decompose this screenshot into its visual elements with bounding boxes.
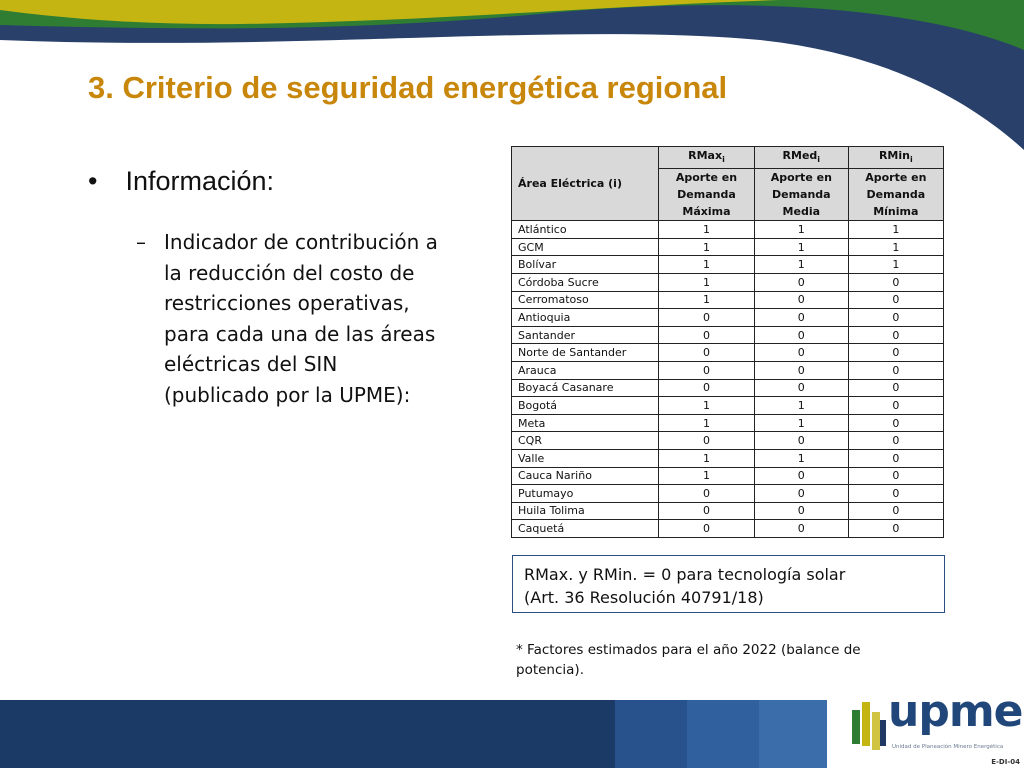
rmin-cell: 0 <box>848 432 943 450</box>
area-cell: Boyacá Casanare <box>512 379 659 397</box>
rmed-cell: 0 <box>754 309 848 327</box>
table-row <box>512 485 944 503</box>
rmin-description: Aporte en Demanda Mínima <box>848 169 943 221</box>
table-row <box>512 326 944 344</box>
rmin-cell: 0 <box>848 485 943 503</box>
rmin-label: RMin <box>878 149 910 162</box>
rmed-cell: 0 <box>754 379 848 397</box>
upme-logo <box>848 686 1023 764</box>
rmin-cell: 0 <box>848 273 943 291</box>
area-cell: Huila Tolima <box>512 502 659 520</box>
rmax-cell: 1 <box>659 449 755 467</box>
table-row <box>512 502 944 520</box>
area-cell: Norte de Santander <box>512 344 659 362</box>
upme-emblem-icon <box>850 696 888 752</box>
area-cell: Bogotá <box>512 397 659 415</box>
area-cell: CQR <box>512 432 659 450</box>
rmin-cell: 0 <box>848 397 943 415</box>
rmin-cell: 1 <box>848 238 943 256</box>
rmed-cell: 0 <box>754 432 848 450</box>
table-row <box>512 361 944 379</box>
sub-bullet-text: Indicador de contribución a la reducción del costo de restricciones operativas, para cada una de las áreas eléctricas del SIN (publicado por la UPME): <box>164 230 438 407</box>
rmed-cell: 1 <box>754 397 848 415</box>
rmax-cell: 0 <box>659 502 755 520</box>
note-line-2: (Art. 36 Resolución 40791/18) <box>524 588 764 607</box>
rmed-sub: i <box>817 155 821 165</box>
rmax-header <box>659 147 755 169</box>
rmax-cell: 1 <box>659 256 755 274</box>
rmed-cell: 0 <box>754 291 848 309</box>
rmax-sub: i <box>722 155 725 165</box>
table-row <box>512 432 944 450</box>
table-row <box>512 273 944 291</box>
rmed-cell: 0 <box>754 273 848 291</box>
rmax-cell: 0 <box>659 520 755 538</box>
rmax-cell: 1 <box>659 467 755 485</box>
table-row <box>512 520 944 538</box>
table-row <box>512 414 944 432</box>
rmax-cell: 0 <box>659 344 755 362</box>
area-cell: Antioquia <box>512 309 659 327</box>
area-cell: Cauca Nariño <box>512 467 659 485</box>
table-row <box>512 291 944 309</box>
upme-tagline: Unidad de Planeación Minero Energética <box>892 744 1004 750</box>
bullet-informacion <box>88 166 274 197</box>
rmax-cell: 1 <box>659 414 755 432</box>
rmax-cell: 0 <box>659 326 755 344</box>
area-cell: GCM <box>512 238 659 256</box>
area-cell: Cerromatoso <box>512 291 659 309</box>
rmed-cell: 0 <box>754 344 848 362</box>
rmax-cell: 1 <box>659 273 755 291</box>
rmed-cell: 1 <box>754 449 848 467</box>
rmin-cell: 0 <box>848 309 943 327</box>
table-row <box>512 221 944 239</box>
table-body <box>512 221 944 538</box>
rmin-cell: 0 <box>848 414 943 432</box>
rmin-cell: 0 <box>848 291 943 309</box>
table-row <box>512 379 944 397</box>
rmed-cell: 0 <box>754 361 848 379</box>
rmax-cell: 1 <box>659 221 755 239</box>
rmed-cell: 0 <box>754 467 848 485</box>
rmin-cell: 0 <box>848 344 943 362</box>
rmin-cell: 0 <box>848 326 943 344</box>
area-cell: Santander <box>512 326 659 344</box>
rmin-cell: 0 <box>848 520 943 538</box>
solar-note-box <box>512 555 945 613</box>
rmax-cell: 0 <box>659 379 755 397</box>
table-row <box>512 397 944 415</box>
sub-bullet <box>136 227 446 410</box>
rmed-cell: 0 <box>754 326 848 344</box>
note-line-1: RMax. y RMin. = 0 para tecnología solar <box>524 565 846 584</box>
rmax-description: Aporte en Demanda Máxima <box>659 169 755 221</box>
area-cell: Caquetá <box>512 520 659 538</box>
table-row <box>512 256 944 274</box>
area-cell: Valle <box>512 449 659 467</box>
rmin-header <box>848 147 943 169</box>
table-row <box>512 467 944 485</box>
rmin-cell: 0 <box>848 379 943 397</box>
rmin-cell: 0 <box>848 361 943 379</box>
rmed-description: Aporte en Demanda Media <box>754 169 848 221</box>
bullet-text: Información: <box>125 166 275 196</box>
rmin-cell: 0 <box>848 449 943 467</box>
table-row <box>512 344 944 362</box>
rmax-cell: 0 <box>659 432 755 450</box>
area-cell: Meta <box>512 414 659 432</box>
rmax-cell: 0 <box>659 309 755 327</box>
rmed-cell: 0 <box>754 520 848 538</box>
sub-bullet-dash: – <box>136 230 146 254</box>
rmax-cell: 1 <box>659 397 755 415</box>
rmin-cell: 0 <box>848 467 943 485</box>
slide-title: 3. Criterio de seguridad energética regional <box>88 70 728 105</box>
table-row <box>512 309 944 327</box>
contribution-table <box>511 146 944 538</box>
rmed-cell: 1 <box>754 238 848 256</box>
footnote: * Factores estimados para el año 2022 (balance de potencia). <box>516 642 861 678</box>
rmed-cell: 0 <box>754 502 848 520</box>
area-column-header: Área Eléctrica (i) <box>512 147 659 221</box>
rmax-cell: 0 <box>659 485 755 503</box>
slide-code: E-DI-04 <box>991 758 1020 766</box>
rmed-cell: 1 <box>754 221 848 239</box>
area-cell: Arauca <box>512 361 659 379</box>
rmed-cell: 1 <box>754 256 848 274</box>
area-cell: Bolívar <box>512 256 659 274</box>
area-cell: Atlántico <box>512 221 659 239</box>
rmax-cell: 0 <box>659 361 755 379</box>
rmin-cell: 1 <box>848 221 943 239</box>
upme-wordmark: upme <box>888 686 1023 737</box>
rmed-label: RMed <box>782 149 818 162</box>
table-row <box>512 449 944 467</box>
table-row <box>512 238 944 256</box>
rmin-cell: 0 <box>848 502 943 520</box>
rmed-cell: 0 <box>754 485 848 503</box>
rmed-cell: 1 <box>754 414 848 432</box>
rmin-sub: i <box>909 155 913 165</box>
area-cell: Putumayo <box>512 485 659 503</box>
rmax-cell: 1 <box>659 238 755 256</box>
rmax-cell: 1 <box>659 291 755 309</box>
rmax-label: RMax <box>688 149 723 162</box>
bullet-symbol: • <box>88 166 98 196</box>
area-cell: Córdoba Sucre <box>512 273 659 291</box>
rmed-header <box>754 147 848 169</box>
rmin-cell: 1 <box>848 256 943 274</box>
